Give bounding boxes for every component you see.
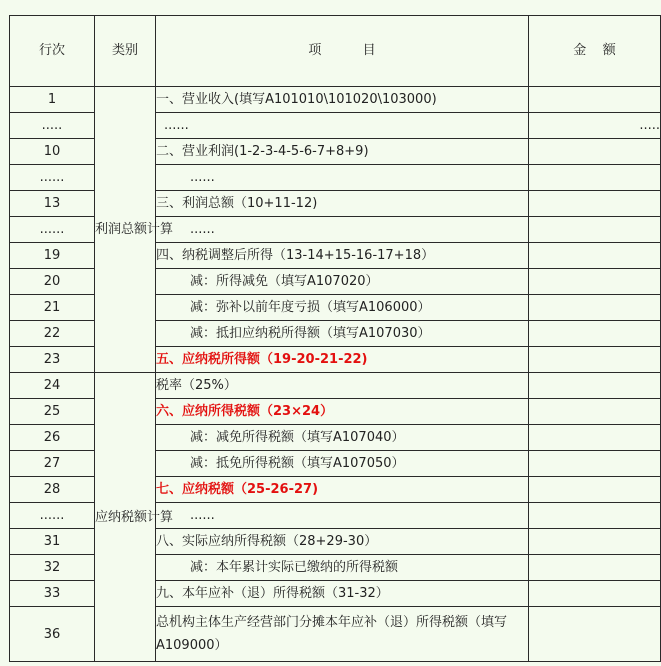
- line-number: 24: [10, 373, 95, 399]
- header-line-no: 行次: [10, 16, 95, 87]
- item-label: 税率（25%）: [156, 373, 529, 399]
- line-number: 31: [10, 529, 95, 555]
- line-number: 33: [10, 581, 95, 607]
- line-number: 28: [10, 477, 95, 503]
- item-label-highlight: 五、应纳税所得额（19-20-21-22): [156, 347, 529, 373]
- line-number: 26: [10, 425, 95, 451]
- item-label: 三、利润总额（10+11-12): [156, 191, 529, 217]
- line-number: 21: [10, 295, 95, 321]
- line-number: ......: [10, 503, 95, 529]
- item-label-highlight: 六、应纳所得税额（23×24）: [156, 399, 529, 425]
- category-tax-payable: 应纳税额计算: [95, 373, 156, 662]
- amount-cell[interactable]: .....: [529, 113, 661, 139]
- header-row: [10, 16, 661, 87]
- amount-cell[interactable]: [529, 243, 661, 269]
- header-item-label: 项 目: [308, 43, 376, 58]
- amount-cell[interactable]: [529, 581, 661, 607]
- item-label: 九、本年应补（退）所得税额（31-32）: [156, 581, 529, 607]
- line-number: 13: [10, 191, 95, 217]
- item-label: 二、营业利润(1-2-3-4-5-6-7+8+9): [156, 139, 529, 165]
- amount-cell[interactable]: [529, 425, 661, 451]
- line-number: 10: [10, 139, 95, 165]
- line-number: 23: [10, 347, 95, 373]
- amount-cell[interactable]: [529, 191, 661, 217]
- line-number: 32: [10, 555, 95, 581]
- item-label: 一、营业收入(填写A101010\101020\103000): [156, 87, 529, 113]
- item-label: 减：本年累计实际已缴纳的所得税额: [156, 555, 529, 581]
- amount-cell[interactable]: [529, 269, 661, 295]
- line-number: ......: [10, 217, 95, 243]
- item-label: ......: [156, 217, 529, 243]
- header-category: 类别: [95, 16, 156, 87]
- table-row: [10, 87, 661, 113]
- line-number: 19: [10, 243, 95, 269]
- line-number: 36: [10, 607, 95, 662]
- item-label-highlight: 七、应纳税额（25-26-27): [156, 477, 529, 503]
- item-label: 减：抵免所得税额（填写A107050）: [156, 451, 529, 477]
- item-label: 减：减免所得税额（填写A107040）: [156, 425, 529, 451]
- amount-cell[interactable]: [529, 607, 661, 662]
- line-number: 20: [10, 269, 95, 295]
- item-label: 四、纳税调整后所得（13-14+15-16-17+18）: [156, 243, 529, 269]
- amount-cell[interactable]: [529, 529, 661, 555]
- amount-cell[interactable]: [529, 139, 661, 165]
- item-label: ......: [156, 165, 529, 191]
- header-amount-label: 金 额: [573, 43, 616, 58]
- amount-cell[interactable]: [529, 321, 661, 347]
- amount-cell[interactable]: [529, 555, 661, 581]
- category-profit-total: 利润总额计算: [95, 87, 156, 373]
- amount-cell[interactable]: [529, 451, 661, 477]
- amount-cell[interactable]: [529, 217, 661, 243]
- line-number: ......: [10, 165, 95, 191]
- item-label: ......: [156, 113, 529, 139]
- line-number: .....: [10, 113, 95, 139]
- amount-cell[interactable]: [529, 347, 661, 373]
- line-number: 25: [10, 399, 95, 425]
- line-number: 1: [10, 87, 95, 113]
- amount-cell[interactable]: [529, 295, 661, 321]
- amount-cell[interactable]: [529, 399, 661, 425]
- header-item: [156, 16, 529, 87]
- table-row: [10, 373, 661, 399]
- amount-cell[interactable]: [529, 503, 661, 529]
- item-label: 总机构主体生产经营部门分摊本年应补（退）所得税额（填写A109000）: [156, 607, 529, 662]
- tax-return-table: [9, 15, 661, 662]
- line-number: 27: [10, 451, 95, 477]
- item-label: 八、实际应纳所得税额（28+29-30）: [156, 529, 529, 555]
- item-label: 减：弥补以前年度亏损（填写A106000）: [156, 295, 529, 321]
- line-number: 22: [10, 321, 95, 347]
- amount-cell[interactable]: [529, 373, 661, 399]
- item-label: 减：所得减免（填写A107020）: [156, 269, 529, 295]
- header-amount: [529, 16, 661, 87]
- item-label: ......: [156, 503, 529, 529]
- item-label: 减：抵扣应纳税所得额（填写A107030）: [156, 321, 529, 347]
- amount-cell[interactable]: [529, 477, 661, 503]
- amount-cell[interactable]: [529, 165, 661, 191]
- amount-cell[interactable]: [529, 87, 661, 113]
